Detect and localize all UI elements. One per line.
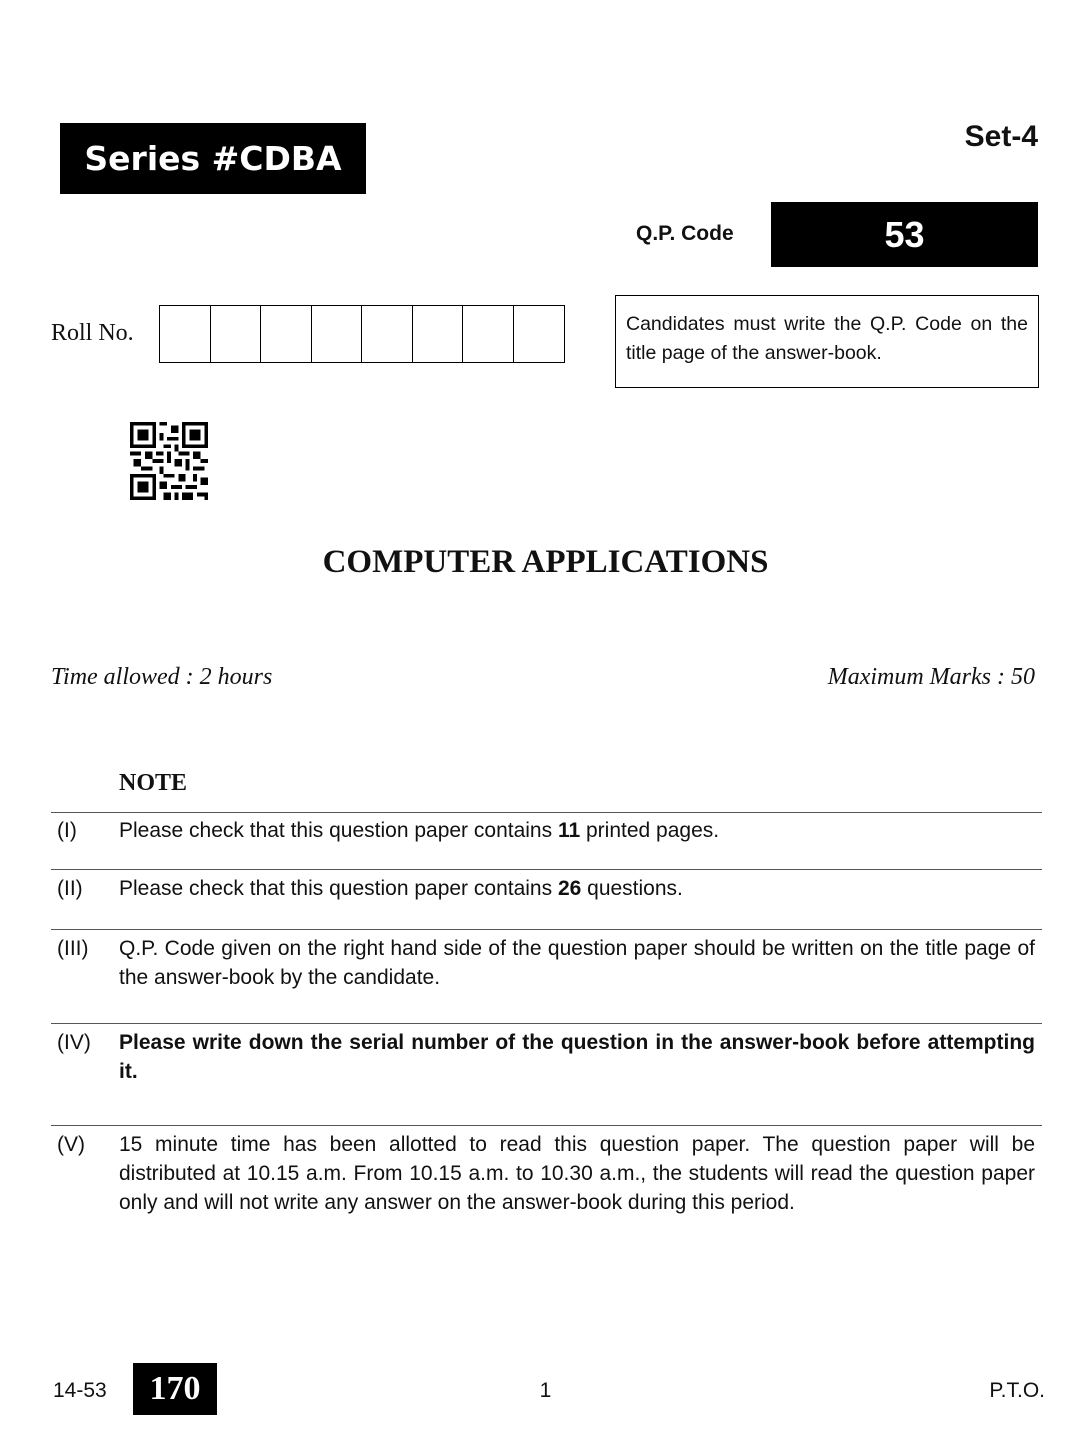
- footer-code: 14-53: [53, 1379, 107, 1402]
- note-item: 15 minute time has been allotted to read this question paper. The question paper will be distributed at 10.15 a.m. From 10.15 a.m. to 10.30 a.m., the students will read the question paper only and will not write any answer on the answer-book during this period.: [119, 1133, 1035, 1214]
- note-text: printed pages.: [580, 819, 720, 842]
- time-allowed: Time allowed : 2 hours: [51, 664, 273, 690]
- roll-digit-box[interactable]: [211, 306, 262, 362]
- roll-digit-box[interactable]: [362, 306, 413, 362]
- set-number: Set-4: [964, 120, 1038, 153]
- roll-digit-box[interactable]: [413, 306, 464, 362]
- note-number: (I): [57, 819, 77, 842]
- roll-number-boxes[interactable]: [159, 305, 565, 363]
- note-text: Please check that this question paper contains: [119, 877, 558, 900]
- qr-code-icon: [130, 422, 208, 500]
- qp-code-label: Q.P. Code: [636, 222, 734, 245]
- page-number: 1: [539, 1379, 552, 1402]
- roll-digit-box[interactable]: [261, 306, 312, 362]
- please-turn-over: P.T.O.: [989, 1379, 1045, 1402]
- divider: [51, 1023, 1042, 1024]
- note-item: Please write down the serial number of the question in the answer-book before attempting it.: [119, 1031, 1035, 1083]
- note-number: (III): [57, 937, 89, 960]
- maximum-marks: Maximum Marks : 50: [827, 664, 1035, 690]
- note-text: Please check that this question paper contains: [119, 819, 558, 842]
- paper-title: COMPUTER APPLICATIONS: [322, 544, 769, 580]
- note-number: (II): [57, 877, 83, 900]
- qp-code-value: 53: [771, 202, 1038, 267]
- divider: [51, 1125, 1042, 1126]
- roll-digit-box[interactable]: [514, 306, 565, 362]
- note-heading: NOTE: [119, 770, 188, 796]
- note-text: questions.: [581, 877, 683, 900]
- roll-number-label: Roll No.: [51, 320, 134, 346]
- question-count: 26: [557, 877, 582, 900]
- note-item: [119, 874, 1035, 903]
- roll-digit-box[interactable]: [312, 306, 363, 362]
- roll-digit-box[interactable]: [463, 306, 514, 362]
- divider: [51, 929, 1042, 930]
- note-item: [119, 816, 1035, 845]
- qp-code-notice: Candidates must write the Q.P. Code on the title page of the answer-book.: [615, 295, 1039, 388]
- note-item: Q.P. Code given on the right hand side of the question paper should be written on the title page of the answer-book by the candidate.: [119, 937, 1035, 989]
- divider: [51, 812, 1042, 813]
- divider: [51, 869, 1042, 870]
- footer-box-number: 170: [133, 1363, 217, 1415]
- series-label: Series #CDBA: [60, 123, 366, 194]
- roll-digit-box[interactable]: [160, 306, 211, 362]
- page-count: 11: [557, 819, 581, 842]
- note-number: (IV): [57, 1031, 91, 1054]
- note-number: (V): [57, 1133, 85, 1156]
